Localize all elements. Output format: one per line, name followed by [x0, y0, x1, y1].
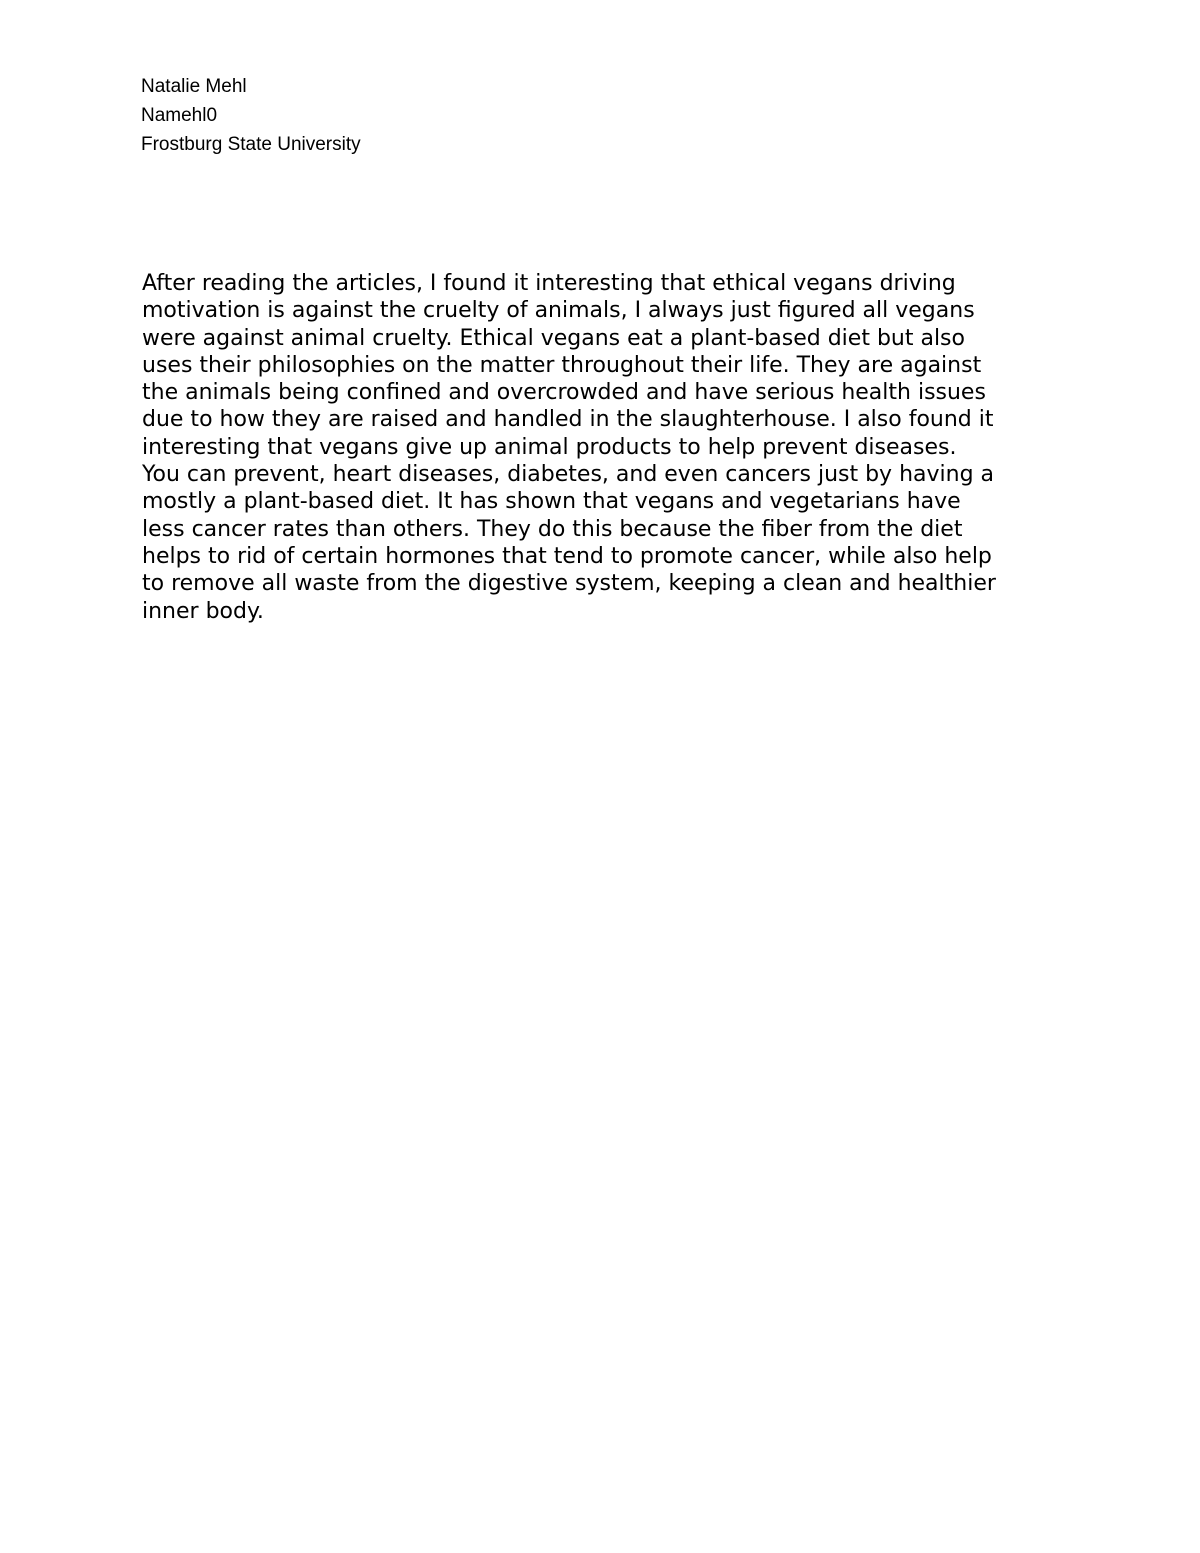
body-line: uses their philosophies on the matter throughout their life. They are against [142, 352, 982, 378]
author-header [141, 72, 741, 159]
body-line: inner body. [142, 598, 264, 624]
author-username: Namehl0 [141, 105, 218, 126]
body-paragraph [142, 270, 1062, 625]
body-line: helps to rid of certain hormones that tend to promote cancer, while also help [142, 543, 992, 569]
body-line: mostly a plant-based diet. It has shown that vegans and vegetarians have [142, 489, 961, 515]
author-name: Natalie Mehl [141, 76, 247, 97]
body-line: to remove all waste from the digestive system, keeping a clean and healthier [142, 571, 996, 597]
body-line: due to how they are raised and handled in the slaughterhouse. I also found it [142, 407, 994, 433]
body-line: less cancer rates than others. They do this because the fiber from the diet [142, 516, 963, 542]
body-line: motivation is against the cruelty of animals, I always just figured all vegans [142, 298, 975, 324]
body-line: interesting that vegans give up animal products to help prevent diseases. [142, 434, 957, 460]
body-line: You can prevent, heart diseases, diabetes, and even cancers just by having a [142, 462, 995, 488]
body-line: After reading the articles, I found it interesting that ethical vegans driving [142, 271, 956, 296]
author-institution: Frostburg State University [141, 134, 361, 155]
body-line: were against animal cruelty. Ethical vegans eat a plant-based diet but also [142, 325, 965, 351]
body-line: the animals being confined and overcrowded and have serious health issues [142, 380, 986, 406]
